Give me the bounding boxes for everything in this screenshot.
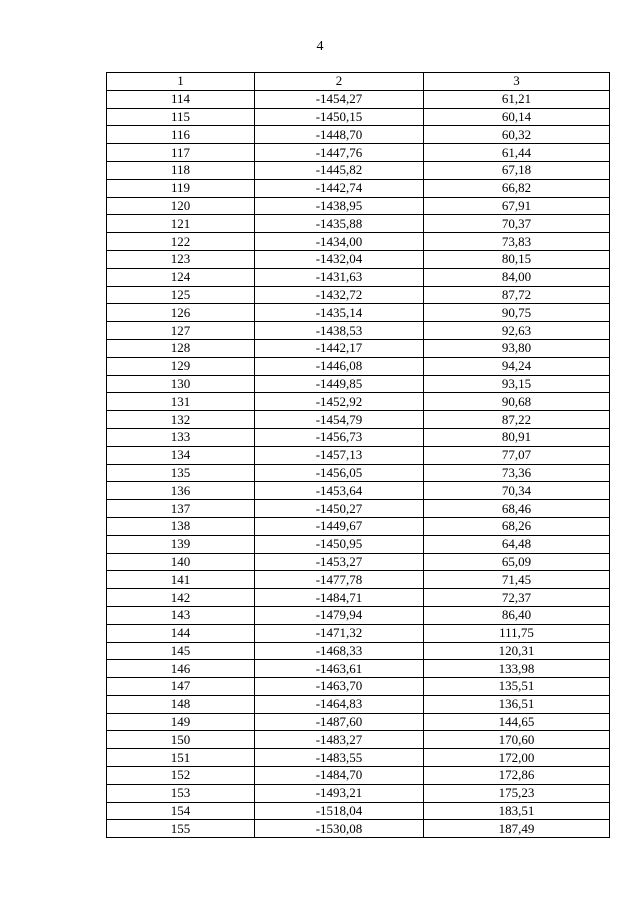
y-coordinate-cell: 175,23 <box>424 784 610 802</box>
point-number-cell: 138 <box>107 517 255 535</box>
point-number-cell: 137 <box>107 500 255 518</box>
y-coordinate-cell: 144,65 <box>424 713 610 731</box>
table-row <box>107 179 610 197</box>
table-row <box>107 357 610 375</box>
y-coordinate-cell: 90,75 <box>424 304 610 322</box>
table-row <box>107 90 610 108</box>
x-coordinate-cell: -1453,27 <box>255 553 424 571</box>
x-coordinate-cell: -1435,14 <box>255 304 424 322</box>
table-row <box>107 411 610 429</box>
y-coordinate-cell: 133,98 <box>424 660 610 678</box>
table-row <box>107 624 610 642</box>
point-number-cell: 128 <box>107 339 255 357</box>
table-row <box>107 161 610 179</box>
x-coordinate-cell: -1483,27 <box>255 731 424 749</box>
point-number-cell: 130 <box>107 375 255 393</box>
table-row <box>107 589 610 607</box>
point-number-cell: 145 <box>107 642 255 660</box>
point-number-cell: 148 <box>107 695 255 713</box>
table-row <box>107 428 610 446</box>
point-number-cell: 115 <box>107 108 255 126</box>
y-coordinate-cell: 172,00 <box>424 749 610 767</box>
y-coordinate-cell: 72,37 <box>424 589 610 607</box>
point-number-cell: 147 <box>107 678 255 696</box>
table-row <box>107 500 610 518</box>
point-number-cell: 153 <box>107 784 255 802</box>
table-row <box>107 642 610 660</box>
table-row <box>107 375 610 393</box>
table-row <box>107 393 610 411</box>
table-row <box>107 482 610 500</box>
point-number-cell: 136 <box>107 482 255 500</box>
x-coordinate-cell: -1445,82 <box>255 161 424 179</box>
table-row <box>107 215 610 233</box>
x-coordinate-cell: -1479,94 <box>255 606 424 624</box>
point-number-cell: 149 <box>107 713 255 731</box>
point-number-cell: 140 <box>107 553 255 571</box>
point-number-cell: 118 <box>107 161 255 179</box>
point-number-cell: 139 <box>107 535 255 553</box>
y-coordinate-cell: 68,46 <box>424 500 610 518</box>
x-coordinate-cell: -1457,13 <box>255 446 424 464</box>
y-coordinate-cell: 93,15 <box>424 375 610 393</box>
x-coordinate-cell: -1530,08 <box>255 820 424 838</box>
y-coordinate-cell: 92,63 <box>424 322 610 340</box>
coordinates-table <box>106 72 610 838</box>
point-number-cell: 116 <box>107 126 255 144</box>
point-number-cell: 131 <box>107 393 255 411</box>
x-coordinate-cell: -1442,17 <box>255 339 424 357</box>
table-row <box>107 108 610 126</box>
table-row <box>107 695 610 713</box>
x-coordinate-cell: -1449,67 <box>255 517 424 535</box>
y-coordinate-cell: 84,00 <box>424 268 610 286</box>
y-coordinate-cell: 60,32 <box>424 126 610 144</box>
x-coordinate-cell: -1518,04 <box>255 802 424 820</box>
x-coordinate-cell: -1450,95 <box>255 535 424 553</box>
y-coordinate-cell: 73,36 <box>424 464 610 482</box>
table-row <box>107 304 610 322</box>
table-row <box>107 535 610 553</box>
y-coordinate-cell: 187,49 <box>424 820 610 838</box>
point-number-cell: 150 <box>107 731 255 749</box>
table-row <box>107 446 610 464</box>
y-coordinate-cell: 183,51 <box>424 802 610 820</box>
table-header-row <box>107 73 610 91</box>
x-coordinate-cell: -1447,76 <box>255 144 424 162</box>
y-coordinate-cell: 111,75 <box>424 624 610 642</box>
y-coordinate-cell: 172,86 <box>424 767 610 785</box>
y-coordinate-cell: 61,21 <box>424 90 610 108</box>
x-coordinate-cell: -1446,08 <box>255 357 424 375</box>
x-coordinate-cell: -1483,55 <box>255 749 424 767</box>
x-coordinate-cell: -1487,60 <box>255 713 424 731</box>
table-body <box>107 73 610 838</box>
y-coordinate-cell: 70,34 <box>424 482 610 500</box>
x-coordinate-cell: -1450,27 <box>255 500 424 518</box>
point-number-cell: 155 <box>107 820 255 838</box>
x-coordinate-cell: -1438,95 <box>255 197 424 215</box>
point-number-cell: 135 <box>107 464 255 482</box>
table-row <box>107 464 610 482</box>
y-coordinate-cell: 120,31 <box>424 642 610 660</box>
x-coordinate-cell: -1432,04 <box>255 250 424 268</box>
column-header-1: 1 <box>107 73 255 91</box>
point-number-cell: 143 <box>107 606 255 624</box>
y-coordinate-cell: 67,91 <box>424 197 610 215</box>
x-coordinate-cell: -1448,70 <box>255 126 424 144</box>
table-row <box>107 339 610 357</box>
y-coordinate-cell: 86,40 <box>424 606 610 624</box>
point-number-cell: 122 <box>107 233 255 251</box>
table-row <box>107 286 610 304</box>
x-coordinate-cell: -1435,88 <box>255 215 424 233</box>
x-coordinate-cell: -1463,61 <box>255 660 424 678</box>
table-row <box>107 571 610 589</box>
y-coordinate-cell: 80,15 <box>424 250 610 268</box>
table-row <box>107 144 610 162</box>
table-row <box>107 553 610 571</box>
y-coordinate-cell: 65,09 <box>424 553 610 571</box>
x-coordinate-cell: -1477,78 <box>255 571 424 589</box>
y-coordinate-cell: 73,83 <box>424 233 610 251</box>
point-number-cell: 125 <box>107 286 255 304</box>
point-number-cell: 114 <box>107 90 255 108</box>
x-coordinate-cell: -1452,92 <box>255 393 424 411</box>
point-number-cell: 146 <box>107 660 255 678</box>
x-coordinate-cell: -1484,71 <box>255 589 424 607</box>
x-coordinate-cell: -1434,00 <box>255 233 424 251</box>
table-row <box>107 678 610 696</box>
point-number-cell: 132 <box>107 411 255 429</box>
y-coordinate-cell: 87,72 <box>424 286 610 304</box>
x-coordinate-cell: -1493,21 <box>255 784 424 802</box>
table-row <box>107 731 610 749</box>
table-row <box>107 250 610 268</box>
y-coordinate-cell: 66,82 <box>424 179 610 197</box>
y-coordinate-cell: 61,44 <box>424 144 610 162</box>
x-coordinate-cell: -1450,15 <box>255 108 424 126</box>
y-coordinate-cell: 136,51 <box>424 695 610 713</box>
table-row <box>107 126 610 144</box>
x-coordinate-cell: -1454,79 <box>255 411 424 429</box>
y-coordinate-cell: 90,68 <box>424 393 610 411</box>
x-coordinate-cell: -1463,70 <box>255 678 424 696</box>
table-row <box>107 713 610 731</box>
table-row <box>107 197 610 215</box>
x-coordinate-cell: -1453,64 <box>255 482 424 500</box>
y-coordinate-cell: 77,07 <box>424 446 610 464</box>
table-row <box>107 749 610 767</box>
x-coordinate-cell: -1438,53 <box>255 322 424 340</box>
table-row <box>107 233 610 251</box>
y-coordinate-cell: 94,24 <box>424 357 610 375</box>
y-coordinate-cell: 67,18 <box>424 161 610 179</box>
point-number-cell: 142 <box>107 589 255 607</box>
point-number-cell: 124 <box>107 268 255 286</box>
point-number-cell: 154 <box>107 802 255 820</box>
y-coordinate-cell: 93,80 <box>424 339 610 357</box>
x-coordinate-cell: -1468,33 <box>255 642 424 660</box>
x-coordinate-cell: -1442,74 <box>255 179 424 197</box>
y-coordinate-cell: 170,60 <box>424 731 610 749</box>
y-coordinate-cell: 135,51 <box>424 678 610 696</box>
y-coordinate-cell: 68,26 <box>424 517 610 535</box>
table-row <box>107 784 610 802</box>
table-row <box>107 322 610 340</box>
point-number-cell: 123 <box>107 250 255 268</box>
point-number-cell: 119 <box>107 179 255 197</box>
point-number-cell: 141 <box>107 571 255 589</box>
point-number-cell: 133 <box>107 428 255 446</box>
point-number-cell: 151 <box>107 749 255 767</box>
point-number-cell: 127 <box>107 322 255 340</box>
y-coordinate-cell: 80,91 <box>424 428 610 446</box>
x-coordinate-cell: -1456,73 <box>255 428 424 446</box>
point-number-cell: 152 <box>107 767 255 785</box>
y-coordinate-cell: 71,45 <box>424 571 610 589</box>
x-coordinate-cell: -1454,27 <box>255 90 424 108</box>
table-row <box>107 820 610 838</box>
y-coordinate-cell: 64,48 <box>424 535 610 553</box>
x-coordinate-cell: -1464,83 <box>255 695 424 713</box>
x-coordinate-cell: -1432,72 <box>255 286 424 304</box>
page-number: 4 <box>316 39 324 54</box>
column-header-2: 2 <box>255 73 424 91</box>
x-coordinate-cell: -1431,63 <box>255 268 424 286</box>
column-header-3: 3 <box>424 73 610 91</box>
table-row <box>107 517 610 535</box>
y-coordinate-cell: 60,14 <box>424 108 610 126</box>
x-coordinate-cell: -1456,05 <box>255 464 424 482</box>
table-row <box>107 802 610 820</box>
point-number-cell: 117 <box>107 144 255 162</box>
table-row <box>107 268 610 286</box>
point-number-cell: 126 <box>107 304 255 322</box>
x-coordinate-cell: -1449,85 <box>255 375 424 393</box>
table-row <box>107 660 610 678</box>
point-number-cell: 129 <box>107 357 255 375</box>
point-number-cell: 134 <box>107 446 255 464</box>
point-number-cell: 120 <box>107 197 255 215</box>
x-coordinate-cell: -1471,32 <box>255 624 424 642</box>
table-row <box>107 606 610 624</box>
y-coordinate-cell: 70,37 <box>424 215 610 233</box>
point-number-cell: 121 <box>107 215 255 233</box>
table-row <box>107 767 610 785</box>
point-number-cell: 144 <box>107 624 255 642</box>
y-coordinate-cell: 87,22 <box>424 411 610 429</box>
x-coordinate-cell: -1484,70 <box>255 767 424 785</box>
